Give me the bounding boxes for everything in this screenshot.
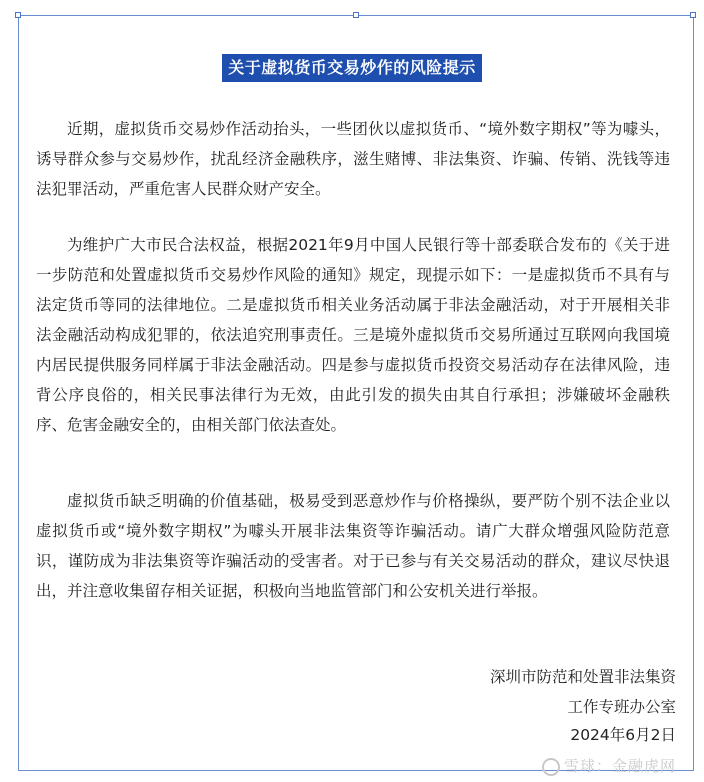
- title-container: [0, 54, 704, 82]
- resize-handle-top-center[interactable]: [353, 12, 359, 18]
- resize-handle-top-right[interactable]: [690, 12, 696, 18]
- paragraph-2: 为维护广大市民合法权益，根据2021年9月中国人民银行等十部委联合发布的《关于进一步防范和处置虚拟货币交易炒作风险的通知》规定，现提示如下：一是虚拟货币不具有与法定货币等同的法律地位。二是虚拟货币相关业务活动属于非法金融活动，对于开展相关非法金融活动构成犯罪的，依法追究刑事责任。三是境外虚拟货币交易所通过互联网向我国境内居民提供服务同样属于非法金融活动。四是参与虚拟货币投资交易活动存在法律风险，违背公序良俗的，相关民事法律行为无效，由此引发的损失由其自行承担；涉嫌破坏金融秩序、危害金融安全的，由相关部门依法查处。: [36, 236, 670, 434]
- resize-handle-top-left[interactable]: [15, 12, 21, 18]
- paragraph-3: 虚拟货币缺乏明确的价值基础，极易受到恶意炒作与价格操纵，要严防个别不法企业以虚拟货币或“境外数字期权”为噱头开展非法集资等诈骗活动。请广大群众增强风险防范意识，谨防成为非法集资等诈骗活动的受害者。对于已参与有关交易活动的群众，建议尽快退出，并注意收集留存相关证据，积极向当地监管部门和公安机关进行举报。: [36, 492, 670, 600]
- signature-org-line2: 工作专班办公室: [567, 698, 676, 716]
- watermark-text: 雪球：金融虎网: [563, 757, 676, 775]
- paragraph-1: 近期，虚拟货币交易炒作活动抬头，一些团伙以虚拟货币、“境外数字期权”等为噱头，诱导群众参与交易炒作，扰乱经济金融秩序，滋生赌博、非法集资、诈骗、传销、洗钱等违法犯罪活动，严重危害人民群众财产安全。: [36, 120, 670, 198]
- notice-title: 关于虚拟货币交易炒作的风险提示: [222, 54, 482, 82]
- watermark: [542, 755, 676, 776]
- snowball-logo-icon: [542, 758, 560, 776]
- signature-date: 2024年6月2日: [570, 726, 676, 744]
- signature-org-line1: 深圳市防范和处置非法集资: [489, 668, 676, 686]
